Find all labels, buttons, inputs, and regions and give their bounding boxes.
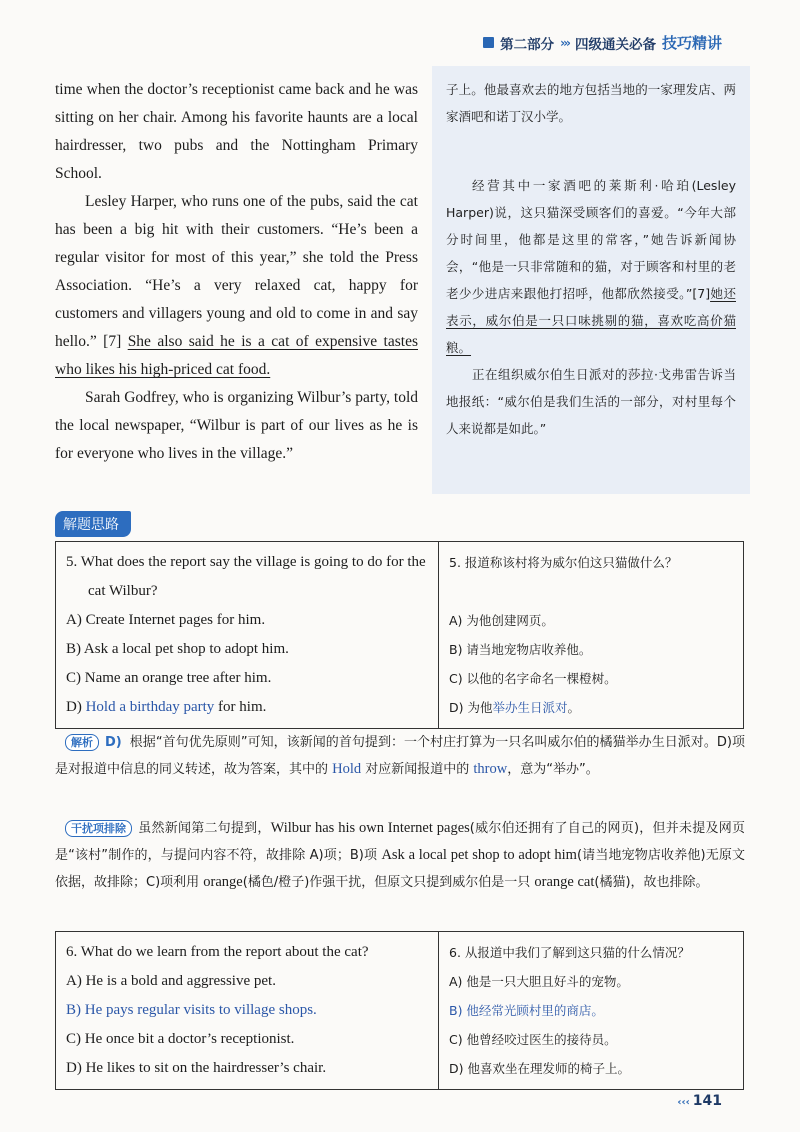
analysis-text-b: 对应新闻报道中的 <box>361 762 474 777</box>
question-5-table <box>55 541 744 729</box>
page-number: 141 <box>692 1093 722 1109</box>
passage-en-p2 <box>55 188 418 384</box>
distractor-text-c: (请当地宠物店收养他)无原文依据，故排除；C)项利用 <box>55 848 745 890</box>
q5-d-zh-suffix: 。 <box>567 700 581 715</box>
question-6-english <box>56 932 439 1090</box>
q6-option-b-zh: B) 他经常光顾村里的商店。 <box>449 1003 604 1018</box>
distractor-text-a: 虽然新闻第二句提到， <box>138 821 271 836</box>
passage-en-p3: Sarah Godfrey, who is organizing Wilbur’s party, told the local newspaper, “Wilbur is part of our lives as he is for everyone who lives in the village.” <box>55 389 418 462</box>
distractor-5-paragraph <box>55 815 745 896</box>
distractor-en-4: orange cat <box>534 874 595 890</box>
q5-d-suffix: for him. <box>214 699 267 715</box>
header-highlight: 技巧精讲 <box>661 34 722 52</box>
q5-option-b-zh: B) 请当地宠物店收养他。 <box>449 642 592 657</box>
q6-option-d-en: D) He likes to sit on the hairdresser’s chair. <box>66 1060 327 1076</box>
analysis-keyword-throw: throw <box>473 761 508 777</box>
distractor-text-e: (橘猫)，故也排除。 <box>594 875 709 890</box>
passage-zh-p2-text: 经营其中一家酒吧的莱斯利·哈珀(Lesley Harper)说，这只猫深受顾客们的喜爱。“今年大部分时间里，他都是这里的常客，”她告诉新闻协会，“他是一只非常随和的猫，对于顾客和村里的老老少少进店来跟他打招呼，他都欣然接受。”[7] <box>446 178 736 301</box>
question-5-english <box>56 542 439 729</box>
q5-d-zh-prefix: D) 为他 <box>449 700 493 715</box>
q5-stem-en: 5. What does the report say the village is going to do for the cat Wilbur? <box>66 554 426 599</box>
passage-zh-p1: 子上。他最喜欢去的地方包括当地的一家理发店、两家酒吧和诺丁汉小学。 <box>446 82 736 124</box>
distractor-5 <box>55 815 745 896</box>
distractor-en-2: Ask a local pet shop to adopt him <box>381 847 577 863</box>
header-part: 第二部分 <box>500 36 555 53</box>
passage-en-p2-underlined: She also said he is a cat of expensive tastes who likes his high-priced cat food. <box>55 333 418 378</box>
distractor-en-3: orange <box>203 874 243 890</box>
q5-option-a-en: A) Create Internet pages for him. <box>66 612 266 628</box>
analysis-keyword-hold: Hold <box>332 761 362 777</box>
header-subtitle: 四级通关必备 <box>574 36 656 53</box>
square-bullet-icon <box>483 37 494 48</box>
passage-english <box>55 76 418 468</box>
spacer <box>449 577 733 606</box>
chevrons-icon: ››› <box>560 35 569 50</box>
q6-option-d-zh: D) 他喜欢坐在理发师的椅子上。 <box>449 1061 630 1076</box>
q5-d-prefix: D) <box>66 699 86 715</box>
q6-option-c-zh: C) 他曾经咬过医生的接待员。 <box>449 1032 617 1047</box>
question-6-chinese <box>439 932 744 1090</box>
q5-d-highlight: Hold a birthday party <box>85 699 215 715</box>
q6-stem-zh: 6. 从报道中我们了解到这只猫的什么情况？ <box>449 945 690 960</box>
passage-zh-p2-underlined: 她还表示，威尔伯是一只口味挑剔的猫，喜欢吃高价猫粮。 <box>446 286 736 355</box>
analysis-text-a: 根据“首句优先原则”可知，该新闻的首句提到：一个村庄打算为一只名叫威尔伯的橘猫举办生日派对。D)项是对报道中信息的同义转述，故为答案，其中的 <box>55 735 745 777</box>
q5-option-c-en: C) Name an orange tree after him. <box>66 670 272 686</box>
translation-panel <box>432 66 750 494</box>
passage-zh-p2 <box>446 172 736 361</box>
passage-en-p2-text: Lesley Harper, who runs one of the pubs, said the cat has been a big hit with their customers. “He’s been a regular visitor for most of this year,” she told the Press Association. “He’s a very relaxed cat, happy for customers and villagers young and old to come in and say hello.” [7] <box>55 193 418 350</box>
distractor-text-b: (威尔伯还拥有了自己的网页)，但并未提及网页是“该村”制作的，与提问内容不符，故排除 A)项；B)项 <box>55 821 745 863</box>
passage-en-p1: time when the doctor’s receptionist came back and he was sitting on her chair. Among his favorite haunts are a local hairdresser, two pubs and the Nottingham Primary School. <box>55 81 418 182</box>
q6-option-b-en: B) He pays regular visits to village shops. <box>66 1002 317 1018</box>
question-5-chinese <box>439 542 744 729</box>
q6-option-a-en: A) He is a bold and aggressive pet. <box>66 973 276 989</box>
spacer <box>446 130 736 172</box>
q5-option-a-zh: A) 为他创建网页。 <box>449 613 554 628</box>
page-footer <box>677 1093 722 1109</box>
analysis-5 <box>55 729 745 783</box>
q5-d-zh-highlight: 举办生日派对 <box>492 700 568 715</box>
q6-option-a-zh: A) 他是一只大胆且好斗的宠物。 <box>449 974 629 989</box>
analysis-5-paragraph <box>55 729 745 783</box>
chevrons-left-icon: ‹‹‹ <box>677 1097 690 1108</box>
q6-option-c-en: C) He once bit a doctor’s receptionist. <box>66 1031 295 1047</box>
running-header <box>483 32 722 53</box>
distractor-text-d: (橘色/橙子)作强干扰，但原文只提到威尔伯是一只 <box>242 875 535 890</box>
answer-label: D) <box>105 735 122 750</box>
section-tag: 解题思路 <box>55 511 131 537</box>
q5-option-b-en: B) Ask a local pet shop to adopt him. <box>66 641 289 657</box>
q5-option-d-en <box>66 693 428 722</box>
q5-option-c-zh: C) 以他的名字命名一棵橙树。 <box>449 671 617 686</box>
passage-zh-p3: 正在组织威尔伯生日派对的莎拉·戈弗雷告诉当地报纸：“威尔伯是我们生活的一部分，对村里每个人来说都是如此。” <box>446 367 736 436</box>
q5-option-d-zh <box>449 693 733 722</box>
q5-stem-zh: 5. 报道称该村将为威尔伯这只猫做什么？ <box>449 555 678 570</box>
q6-stem-en: 6. What do we learn from the report about the cat? <box>66 944 369 960</box>
distractor-badge: 干扰项排除 <box>65 820 132 837</box>
question-6-table <box>55 931 744 1090</box>
analysis-text-c: ，意为“举办”。 <box>507 762 599 777</box>
analysis-badge: 解析 <box>65 734 99 751</box>
distractor-en-1: Wilbur has his own Internet pages <box>270 820 470 836</box>
